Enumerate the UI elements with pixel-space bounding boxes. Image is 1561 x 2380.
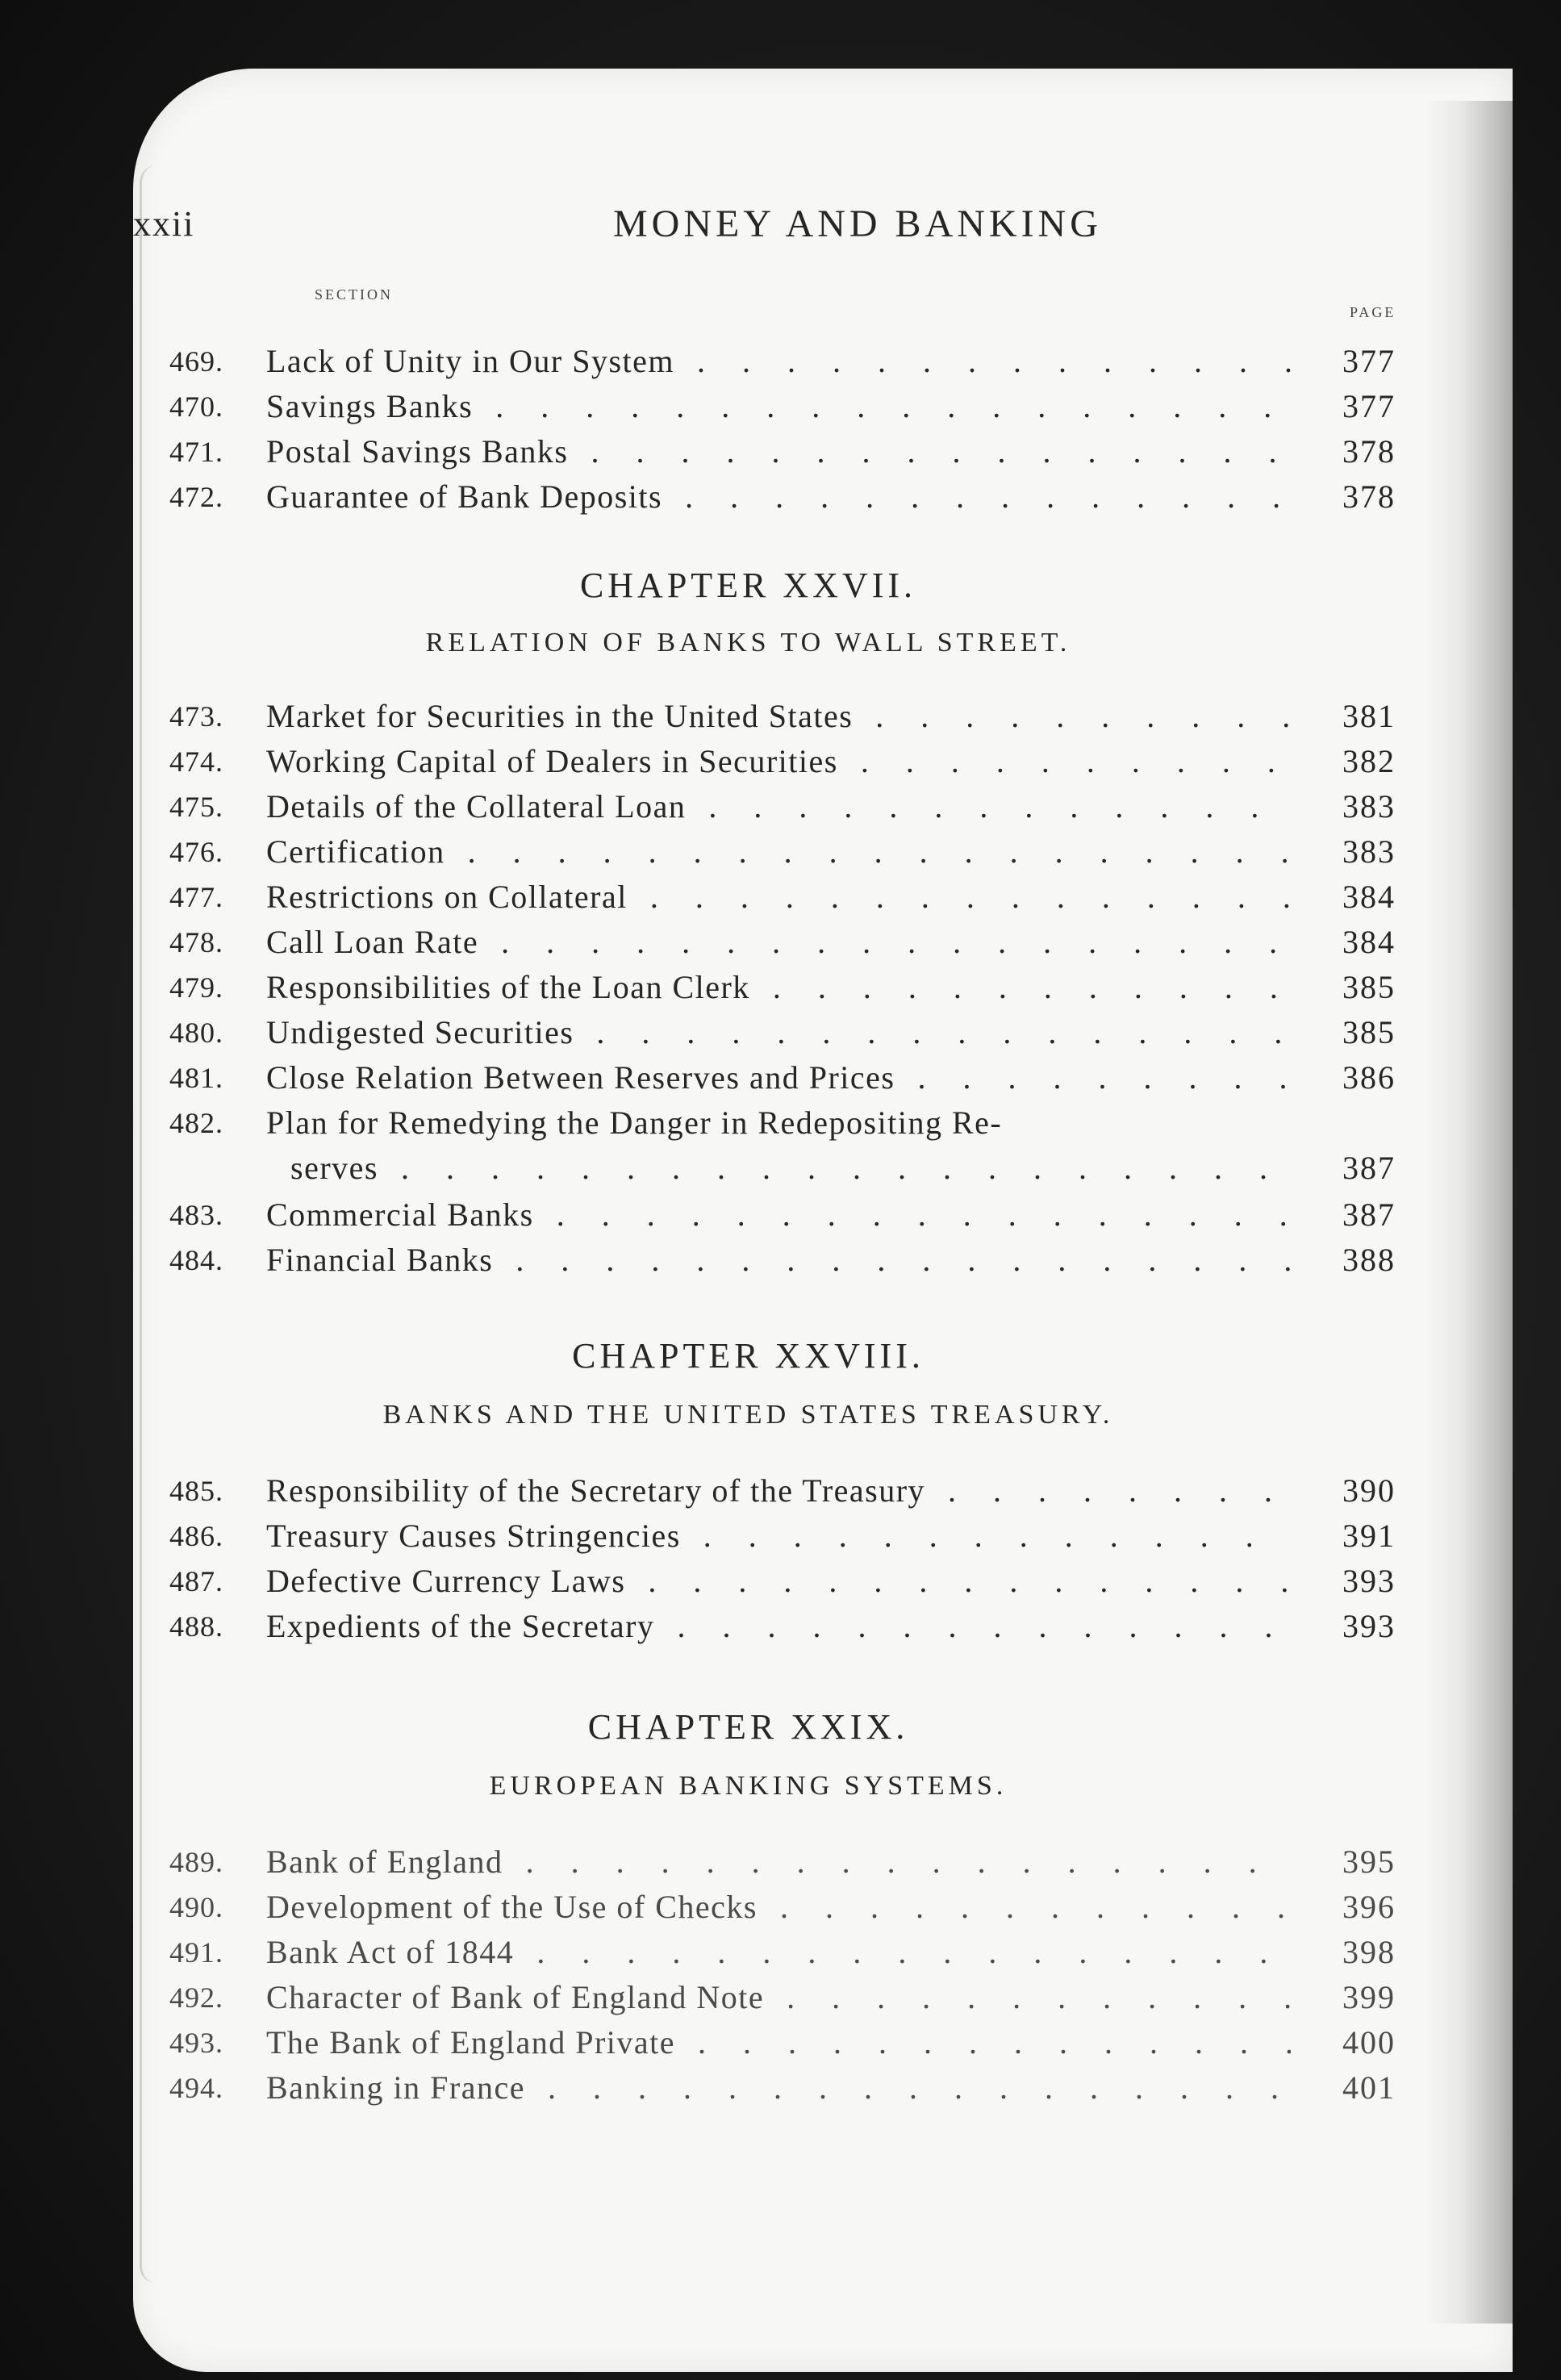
- toc-entry: [169, 1010, 1396, 1055]
- section-number: 472.: [169, 481, 223, 513]
- entry-title: Financial Banks . . .: [266, 1238, 1291, 1283]
- toc-entry: [169, 1192, 1396, 1238]
- entry-title: Development of the Use of Checks . . .: [266, 1885, 1291, 1930]
- entry-title: Lack of Unity in Our System . . .: [266, 339, 1291, 384]
- page-number: 385: [1342, 1014, 1396, 1050]
- page-number: 377: [1342, 388, 1396, 424]
- section-number: 470.: [169, 390, 223, 423]
- chapter-heading: CHAPTER XXIX.: [587, 1707, 909, 1747]
- page-gutter-shadow: [1424, 101, 1513, 2324]
- section-number: 473.: [169, 700, 223, 733]
- section-number: 474.: [169, 745, 223, 778]
- section-number: 489.: [169, 1846, 223, 1878]
- section-column-label: SECTION: [315, 286, 393, 303]
- page-number: 384: [1342, 924, 1396, 960]
- page-number: 391: [1342, 1518, 1396, 1554]
- toc-entry: [169, 339, 1396, 384]
- entry-title: Responsibility of the Secretary of the Treasury . . .: [266, 1468, 1291, 1514]
- entry-title: Certification . . .: [266, 829, 1291, 875]
- page-column-label: PAGE: [1350, 304, 1396, 320]
- running-head: MONEY AND BANKING: [613, 203, 1102, 245]
- section-number: 494.: [169, 2072, 223, 2104]
- entry-title: Guarantee of Bank Deposits . . .: [266, 474, 1291, 520]
- entry-title: Savings Banks . . .: [266, 384, 1291, 429]
- toc-entry: [169, 1604, 1396, 1649]
- toc-entry: [169, 2065, 1396, 2111]
- page-folio: xxii: [133, 204, 195, 244]
- section-number: 480.: [169, 1017, 223, 1049]
- page-number: 387: [1342, 1196, 1396, 1233]
- entry-title: Call Loan Rate . . .: [266, 920, 1291, 965]
- entry-title: Postal Savings Banks . . .: [266, 429, 1291, 474]
- entry-title: Commercial Banks . . .: [266, 1192, 1291, 1238]
- entry-title: Responsibilities of the Loan Clerk . . .: [266, 965, 1291, 1010]
- toc-entry: [169, 1468, 1396, 1514]
- section-number: 484.: [169, 1244, 223, 1276]
- section-number: 485.: [169, 1475, 223, 1507]
- entry-title: Treasury Causes Stringencies . . .: [266, 1514, 1291, 1559]
- toc-entry-continuation: [169, 1146, 1396, 1191]
- page-number: 384: [1342, 879, 1396, 915]
- section-number: 481.: [169, 1062, 223, 1094]
- toc-entry: [169, 1839, 1396, 1885]
- toc-entry: [169, 1885, 1396, 1930]
- toc-entry: [169, 739, 1396, 784]
- section-number: 491.: [169, 1936, 223, 1969]
- page-number: 383: [1342, 788, 1396, 825]
- section-number: 492.: [169, 1981, 223, 2014]
- page-number: 395: [1342, 1843, 1396, 1880]
- page-number: 393: [1342, 1563, 1396, 1599]
- entry-title: Market for Securities in the United States . . .: [266, 694, 1291, 739]
- chapter-subject: EUROPEAN BANKING SYSTEMS.: [489, 1771, 1008, 1801]
- chapter-subject: RELATION OF BANKS TO WALL STREET.: [425, 628, 1071, 658]
- page-number: 393: [1342, 1608, 1396, 1644]
- page-edge: [140, 165, 157, 2283]
- toc-entry: [169, 2020, 1396, 2065]
- section-number: 476.: [169, 836, 223, 868]
- page-number: 400: [1342, 2024, 1396, 2061]
- toc-entry: [169, 429, 1396, 474]
- page-number: 385: [1342, 969, 1396, 1005]
- entry-title: Details of the Collateral Loan . . .: [266, 784, 1291, 829]
- entry-title: Character of Bank of England Note . . .: [266, 1975, 1291, 2020]
- entry-title: Bank Act of 1844 . . .: [266, 1930, 1291, 1975]
- page-number: 387: [1342, 1150, 1396, 1186]
- page-number: 382: [1342, 743, 1396, 779]
- page-number: 386: [1342, 1059, 1396, 1096]
- toc-entry: [169, 1100, 1396, 1146]
- page-number: 381: [1342, 698, 1396, 734]
- section-number: 483.: [169, 1199, 223, 1231]
- section-number: 471.: [169, 436, 223, 468]
- page-number: 383: [1342, 833, 1396, 870]
- entry-title: Defective Currency Laws . . .: [266, 1559, 1291, 1604]
- chapter-heading: CHAPTER XXVIII.: [572, 1336, 924, 1376]
- section-number: 475.: [169, 791, 223, 823]
- section-number: 477.: [169, 881, 223, 913]
- entry-title: Bank of England . . .: [266, 1839, 1291, 1885]
- page-number: 377: [1342, 343, 1396, 379]
- toc-entry: [169, 1514, 1396, 1559]
- toc-entry: [169, 829, 1396, 875]
- toc-entry: [169, 1238, 1396, 1283]
- section-number: 488.: [169, 1610, 223, 1643]
- entry-title: Restrictions on Collateral . . .: [266, 875, 1291, 920]
- section-number: 482.: [169, 1107, 223, 1139]
- toc-entry: [169, 784, 1396, 829]
- toc-entry: [169, 1055, 1396, 1100]
- toc-entry: [169, 1975, 1396, 2020]
- page-number: 398: [1342, 1934, 1396, 1970]
- page-number: 378: [1342, 433, 1396, 470]
- toc-entry: [169, 694, 1396, 739]
- section-number: 486.: [169, 1520, 223, 1552]
- entry-title: Close Relation Between Reserves and Prices . . .: [266, 1055, 1291, 1100]
- page-number: 388: [1342, 1242, 1396, 1278]
- toc-entry: [169, 384, 1396, 429]
- entry-title: Working Capital of Dealers in Securities . . .: [266, 739, 1291, 784]
- page-number: 378: [1342, 478, 1396, 515]
- toc-entry: [169, 875, 1396, 920]
- entry-title: Banking in France . . .: [266, 2065, 1291, 2111]
- toc-entry: [169, 965, 1396, 1010]
- toc-entry: [169, 1559, 1396, 1604]
- toc-entry: [169, 1930, 1396, 1975]
- entry-title-continuation: serves . . .: [290, 1146, 1291, 1191]
- section-number: 493.: [169, 2027, 223, 2059]
- page-number: 396: [1342, 1889, 1396, 1925]
- section-number: 487.: [169, 1565, 223, 1597]
- section-number: 479.: [169, 971, 223, 1004]
- section-number: 469.: [169, 345, 223, 378]
- page-number: 399: [1342, 1979, 1396, 2015]
- entry-title: Plan for Remedying the Danger in Redepositing Re-: [266, 1104, 1003, 1141]
- entry-title: Expedients of the Secretary . . .: [266, 1604, 1291, 1649]
- entry-title: The Bank of England Private . . .: [266, 2020, 1291, 2065]
- section-number: 490.: [169, 1891, 223, 1923]
- page-number: 401: [1342, 2069, 1396, 2106]
- chapter-heading: CHAPTER XXVII.: [579, 566, 917, 605]
- section-number: 478.: [169, 926, 223, 958]
- toc-entry: [169, 474, 1396, 520]
- entry-title: Undigested Securities . . .: [266, 1010, 1291, 1055]
- page-number: 390: [1342, 1472, 1396, 1509]
- chapter-subject: BANKS AND THE UNITED STATES TREASURY.: [382, 1400, 1114, 1430]
- toc-entry: [169, 920, 1396, 965]
